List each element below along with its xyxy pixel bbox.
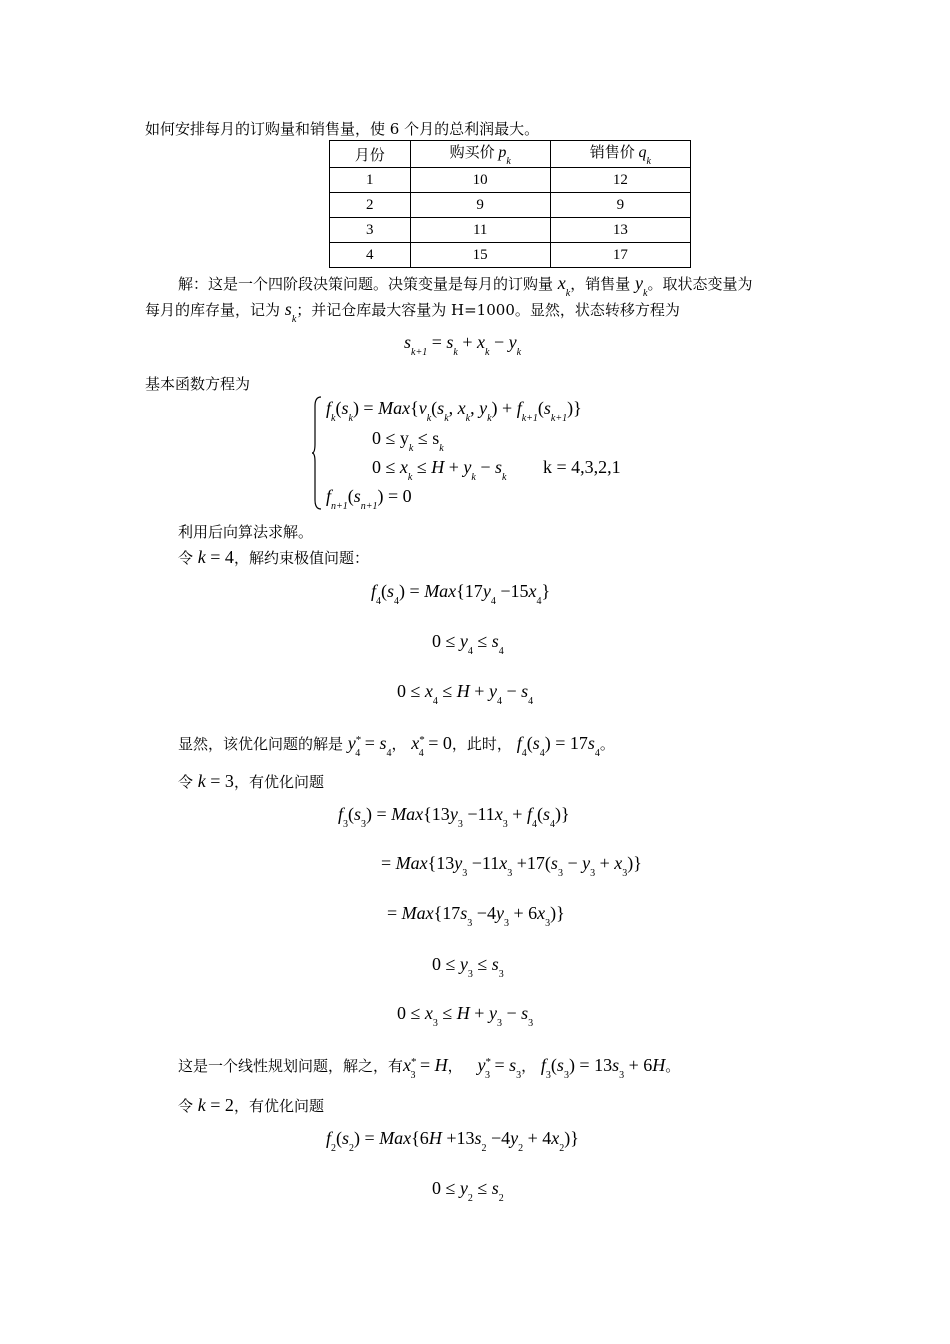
cell: 12 (550, 168, 690, 193)
k3-objective-step-3: = $Max\{17s_3 -4y_3 + 6x_3)$} (387, 903, 565, 929)
cell: 17 (550, 243, 690, 268)
k3-constraint-1: $0 \le y_3 \le s_3$ (432, 954, 504, 980)
table-row (330, 168, 691, 193)
k4-objective: $f_4(s_4) = Max\{17y_4 -15x_4\}$ (371, 581, 551, 607)
k-range: k = 4,3,2,1 (543, 457, 621, 477)
backward-text: 利用后向算法求解。 (178, 523, 314, 541)
price-table (329, 140, 691, 268)
cell: 3 (330, 218, 411, 243)
solution-line-1: 解：这是一个四阶段决策问题。决策变量是每月的订购量 $x_k$，销售量 $y_k$。取状态变量为 (178, 273, 753, 299)
eq-system-line-4: $f_{n+1}(s_{n+1}) = 0$ (326, 486, 412, 512)
table-row (330, 218, 691, 243)
cell: 15 (410, 243, 550, 268)
let-k3-line: 令 k = 3，有优化问题 (178, 771, 324, 791)
cell: 2 (330, 193, 411, 218)
eq-system-line-1: $f_k(s_k) = Max\{v_k(s_k$, $x_k$, $y_k) + f_{k+1}(s_{k+1})$} (326, 398, 582, 424)
k3-objective-step-2: = $Max\{13y_3 -11x_3 +17(s_3 - y_3 + x_3)\}$ (381, 853, 642, 879)
let-k2-line: 令 k = 2，有优化问题 (178, 1095, 324, 1115)
cell: 9 (550, 193, 690, 218)
cell: 4 (330, 243, 411, 268)
intro-text: 如何安排每月的订购量和销售量，使 6 个月的总利润最大。 (145, 120, 540, 138)
cell: 9 (410, 193, 550, 218)
table-row (330, 243, 691, 268)
cell: 13 (550, 218, 690, 243)
k3-solution: 这是一个线性规划问题，解之，有$x^*_3 = H$， $y^*_3 = s_3$， $f_3(s_3) = 13s_3 + 6H$。 (178, 1055, 681, 1081)
cell: 11 (410, 218, 550, 243)
k3-objective: $f_3(s_3) = Max\{13y_3 -11x_3 + f_4(s_4)\}$ (338, 804, 570, 830)
basic-eq-label: 基本函数方程为 (145, 375, 251, 393)
header-buy-price: 购买价 $p_k$ (410, 141, 550, 168)
k4-solution: 显然，该优化问题的解是 $y^*_4 = s_4$， $x^*_4 = 0$，此时， $f_4(s_4) = 17s_4$。 (178, 733, 615, 759)
cell: 10 (410, 168, 550, 193)
solution-line-2: 每月的库存量，记为 $s_k$；并记仓库最大容量为 H=1000。显然，状态转移方程为 (145, 299, 680, 325)
header-month: 月份 (330, 141, 411, 168)
table-row (330, 193, 691, 218)
eq-system-line-2: $0 \le y_k \le s_k$ (372, 428, 444, 454)
eq-system-line-3: $0 \le x_k \le H + y_k - s_k$ (372, 457, 507, 483)
k2-objective: $f_2(s_2) = Max\{6H +13s_2 -4y_2 + 4x_2)$} (326, 1128, 579, 1154)
k3-constraint-2: $0 \le x_3 \le H + y_3 - s_3$ (397, 1003, 534, 1029)
header-sell-price: 销售价 $q_k$ (550, 141, 690, 168)
cell: 1 (330, 168, 411, 193)
k2-constraint-1: $0 \le y_2 \le s_2$ (432, 1178, 504, 1204)
left-brace (312, 396, 322, 510)
k4-constraint-1: $0 \le y_4 \le s_4$ (432, 631, 504, 657)
let-k4-line: 令 k = 4，解约束极值问题： (178, 547, 369, 567)
table-header-row (330, 141, 691, 168)
state-transition-equation: $s_{k+1} = s_k + x_k - y_k$ (404, 332, 522, 358)
k4-constraint-2: $0 \le x_4 \le H + y_4 - s_4$ (397, 681, 534, 707)
